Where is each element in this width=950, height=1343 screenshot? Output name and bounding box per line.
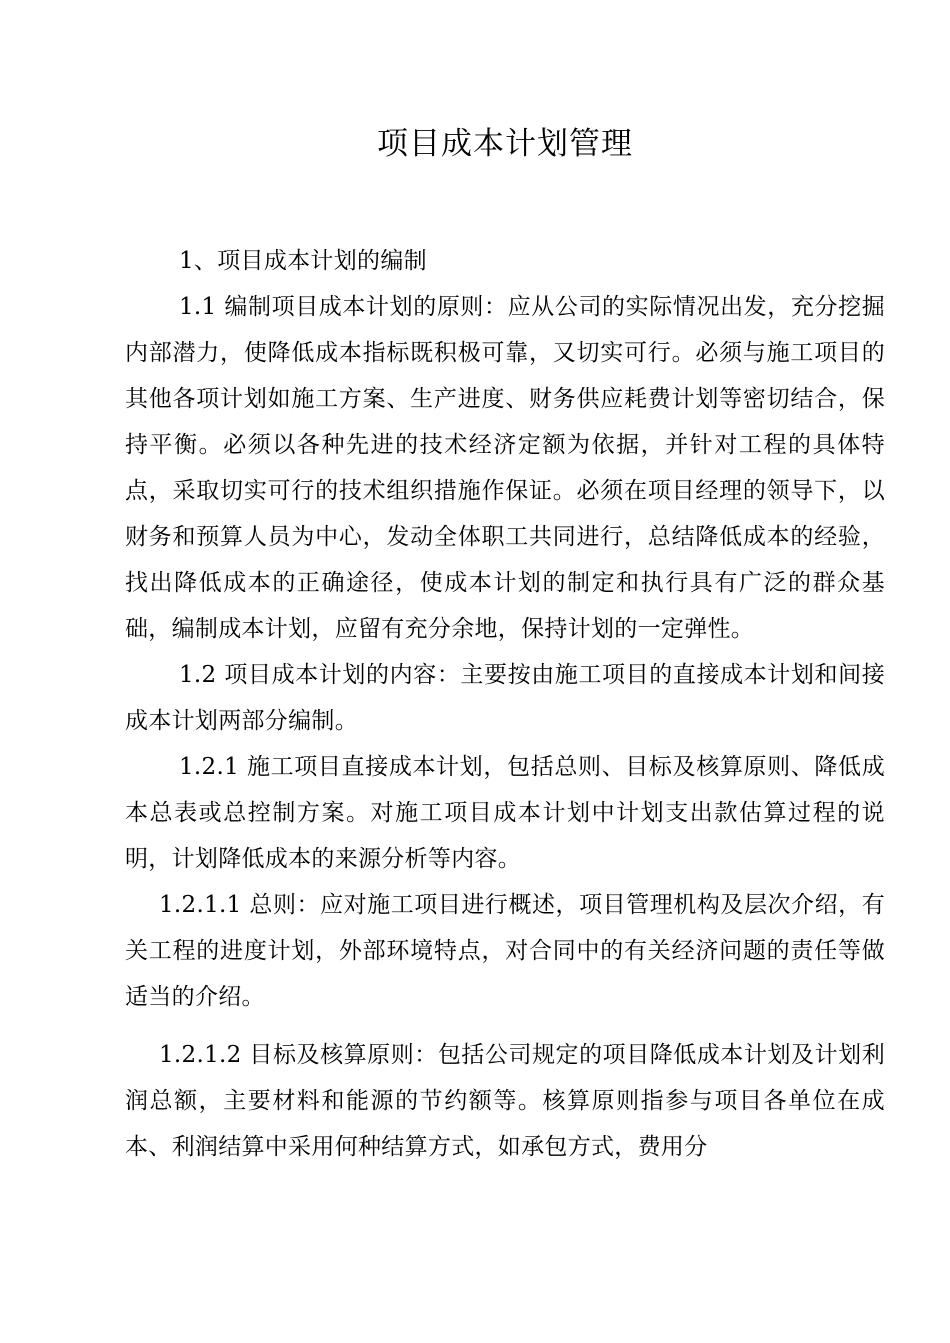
document-body bbox=[125, 238, 885, 1170]
paragraph: 1.1 编制项目成本计划的原则：应从公司的实际情况出发，充分挖掘内部潜力，使降低成本指标既积极可靠，又切实可行。必须与施工项目的其他各项计划如施工方案、生产进度、财务供应耗费计划等密切结合，保持平衡。必须以各种先进的技术经济定额为依据，并针对工程的具体特点，采取切实可行的技术组织措施作保证。必须在项目经理的领导下，以财务和预算人员为中心，发动全体职工共同进行，总结降低成本的经验，找出降低成本的正确途径，使成本计划的制定和执行具有广泛的群众基础，编制成本计划，应留有充分余地，保持计划的一定弹性。 bbox=[125, 294, 885, 642]
document-title: 项目成本计划管理 bbox=[377, 126, 633, 162]
paragraph: 1.2.1.2 目标及核算原则：包括公司规定的项目降低成本计划及计划利润总额，主要材料和能源的节约额等。核算原则指参与项目各单位在成本、利润结算中采用何种结算方式，如承包方式，费用分 bbox=[125, 1042, 885, 1160]
paragraph: 1.2 项目成本计划的内容：主要按由施工项目的直接成本计划和间接成本计划两部分编制。 bbox=[125, 662, 885, 734]
paragraph: 1.2.1 施工项目直接成本计划，包括总则、目标及核算原则、降低成本总表或总控制方案。对施工项目成本计划中计划支出款估算过程的说明，计划降低成本的来源分析等内容。 bbox=[125, 754, 885, 872]
section-heading: 1、项目成本计划的编制 bbox=[179, 248, 427, 274]
paragraph: 1.2.1.1 总则：应对施工项目进行概述，项目管理机构及层次介绍，有关工程的进度计划，外部环境特点，对合同中的有关经济问题的责任等做适当的介绍。 bbox=[125, 892, 885, 1010]
